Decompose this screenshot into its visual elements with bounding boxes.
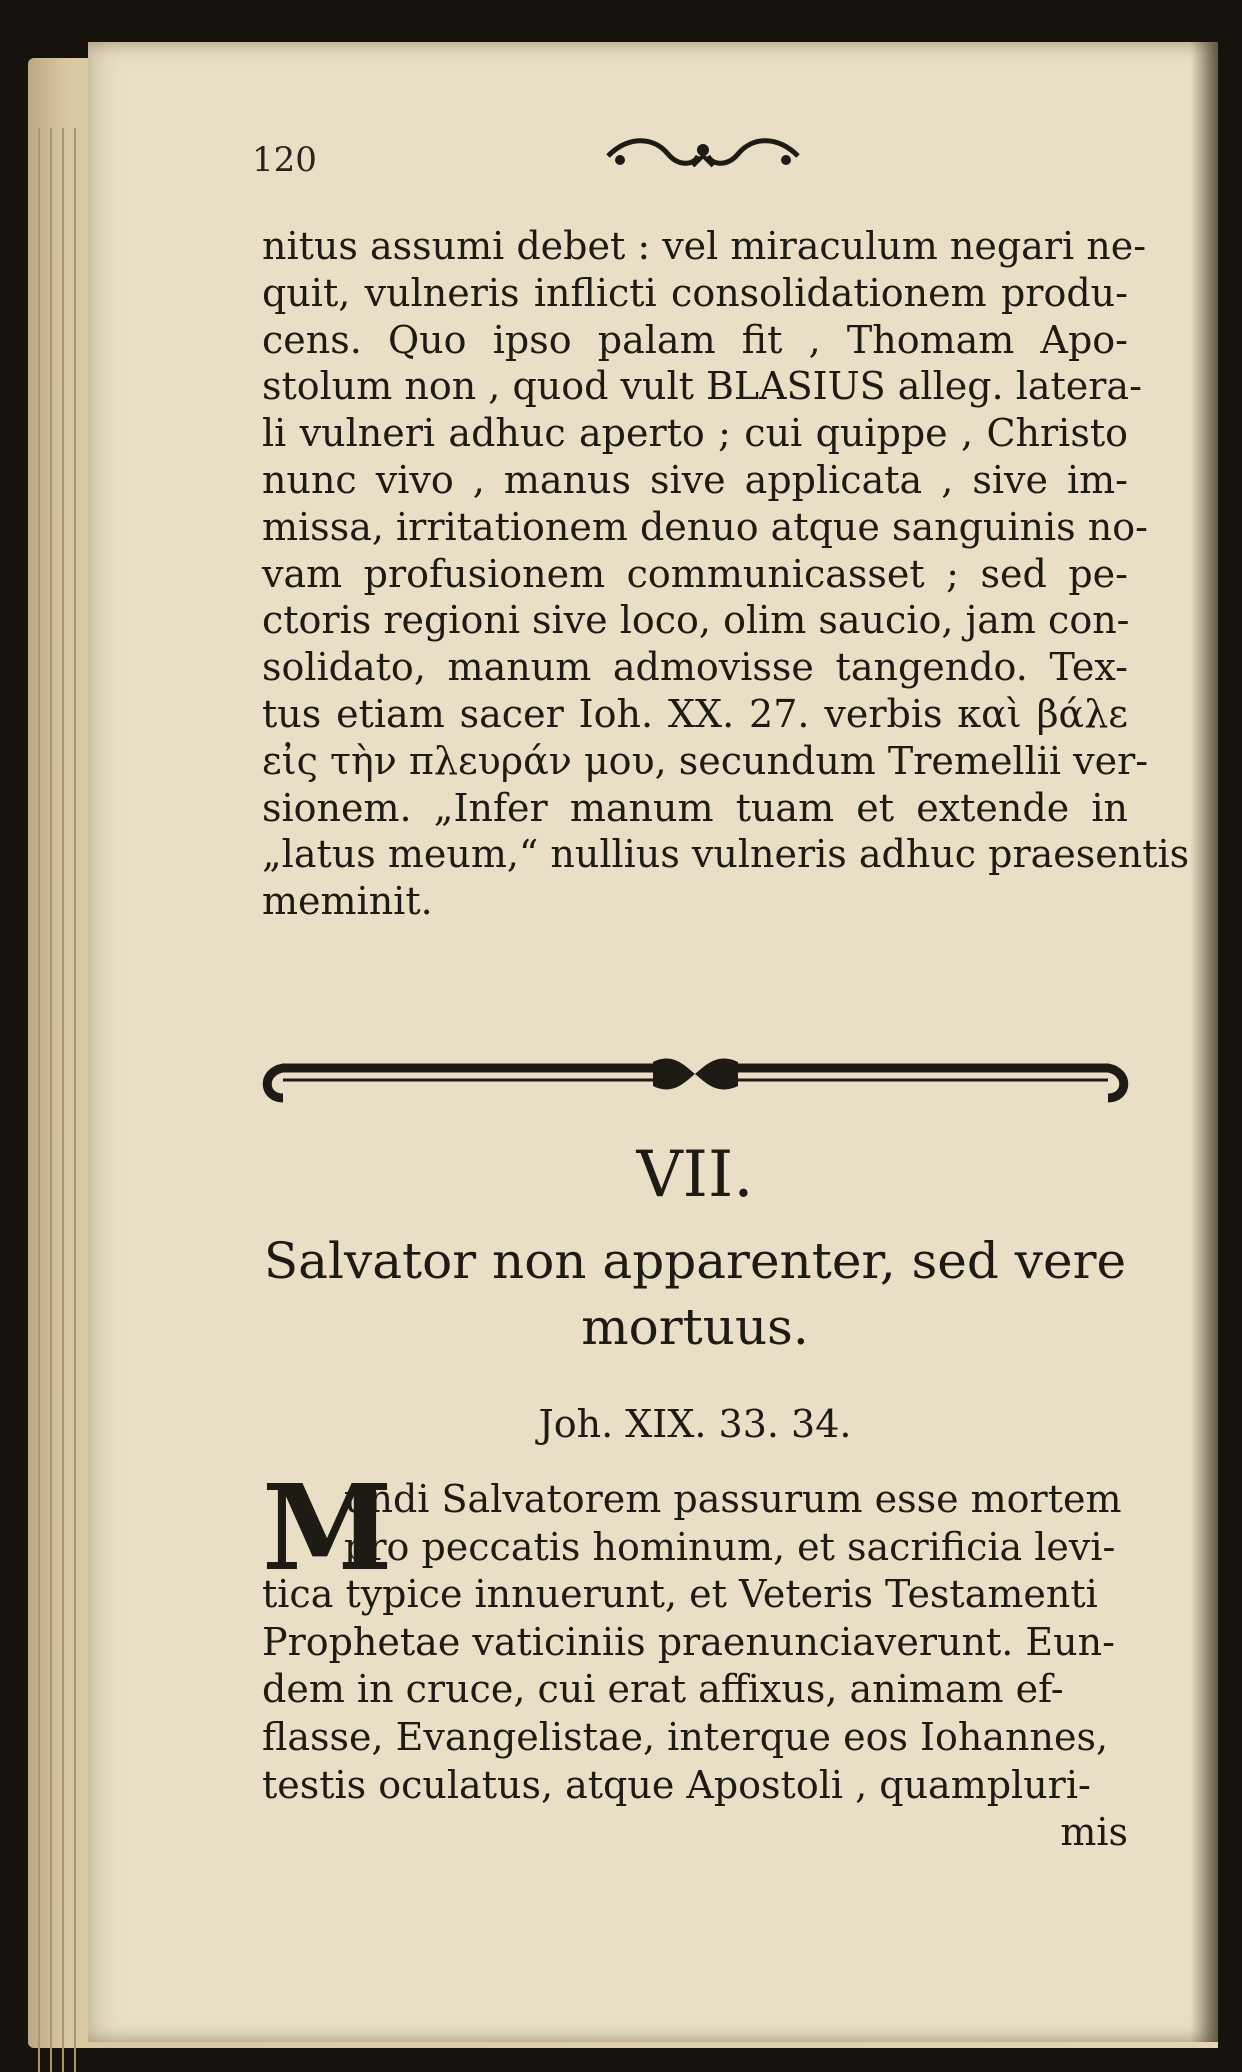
text-line: meminit.: [262, 879, 433, 924]
text-line: testis oculatus, atque Apostoli , quampluri-: [262, 1762, 1091, 1807]
text-line: cens. Quo ipso palam fit , Thomam Apo-: [262, 317, 1128, 362]
scripture-reference: Joh. XIX. 33. 34.: [538, 1402, 852, 1446]
running-header: [168, 126, 1128, 186]
text-line: flasse, Evangelistae, interque eos Iohannes,: [262, 1714, 1109, 1759]
page-edge: [62, 128, 64, 2072]
text-line: tica typice innuerunt, et Veteris Testamenti: [262, 1572, 1098, 1617]
text-line: solidato, manum admovisse tangendo. Tex-: [262, 645, 1128, 690]
page-number: 120: [252, 140, 317, 180]
text-line: li vulneri adhuc aperto ; cui quippe , Christo: [262, 411, 1128, 456]
section-number: VII.: [636, 1138, 754, 1212]
text-line: sionem. „Infer manum tuam et extende in: [262, 785, 1128, 830]
text-line: missa, irritationem denuo atque sanguinis no-: [262, 504, 1148, 549]
text-line: εἰς τὴν πλευράν μου, secundum Tremellii ver-: [262, 738, 1149, 783]
text-line: pro peccatis hominum, et sacrificia levi-: [344, 1524, 1116, 1569]
section-divider-ornament-icon: [253, 1050, 1138, 1112]
page-edge: [38, 128, 40, 2072]
text-line: tus etiam sacer Ioh. XX. 27. verbis καὶ βάλε: [262, 691, 1128, 736]
drop-cap: M: [262, 1458, 393, 1597]
text-line: ctoris regioni sive loco, olim saucio, jam con-: [262, 598, 1130, 643]
text-line: nunc vivo , manus sive applicata , sive im-: [262, 457, 1128, 502]
section-title-line: mortuus.: [581, 1298, 809, 1356]
text-line: quit, vulneris inflicti consolidationem produ-: [262, 270, 1128, 315]
binding-gutter: [1190, 42, 1218, 2042]
section-title: [245, 1228, 1145, 1360]
text-line: „latus meum,“ nullius vulneris adhuc praesentis: [262, 832, 1190, 877]
text-line: vam profusionem communicasset ; sed pe-: [262, 551, 1128, 596]
page-edge: [74, 128, 76, 2072]
section-paragraph: [262, 1458, 1128, 1857]
text-line: stolum non , quod vult BLASIUS alleg. latera-: [262, 364, 1142, 409]
text-line: dem in cruce, cui erat affixus, animam ef-: [262, 1667, 1064, 1712]
text-line: Prophetae vaticiniis praenunciaverunt. Eun-: [262, 1619, 1115, 1664]
text-line: undi Salvatorem passurum esse mortem: [344, 1477, 1122, 1521]
header-ornament-icon: [598, 126, 808, 186]
catchword: mis: [1060, 1810, 1128, 1855]
section-title-line: Salvator non apparenter, sed vere: [263, 1232, 1127, 1290]
text-line: nitus assumi debet : vel miraculum negari ne-: [262, 224, 1147, 268]
paragraph-continued: [262, 223, 1190, 925]
page-edge: [50, 128, 52, 2072]
